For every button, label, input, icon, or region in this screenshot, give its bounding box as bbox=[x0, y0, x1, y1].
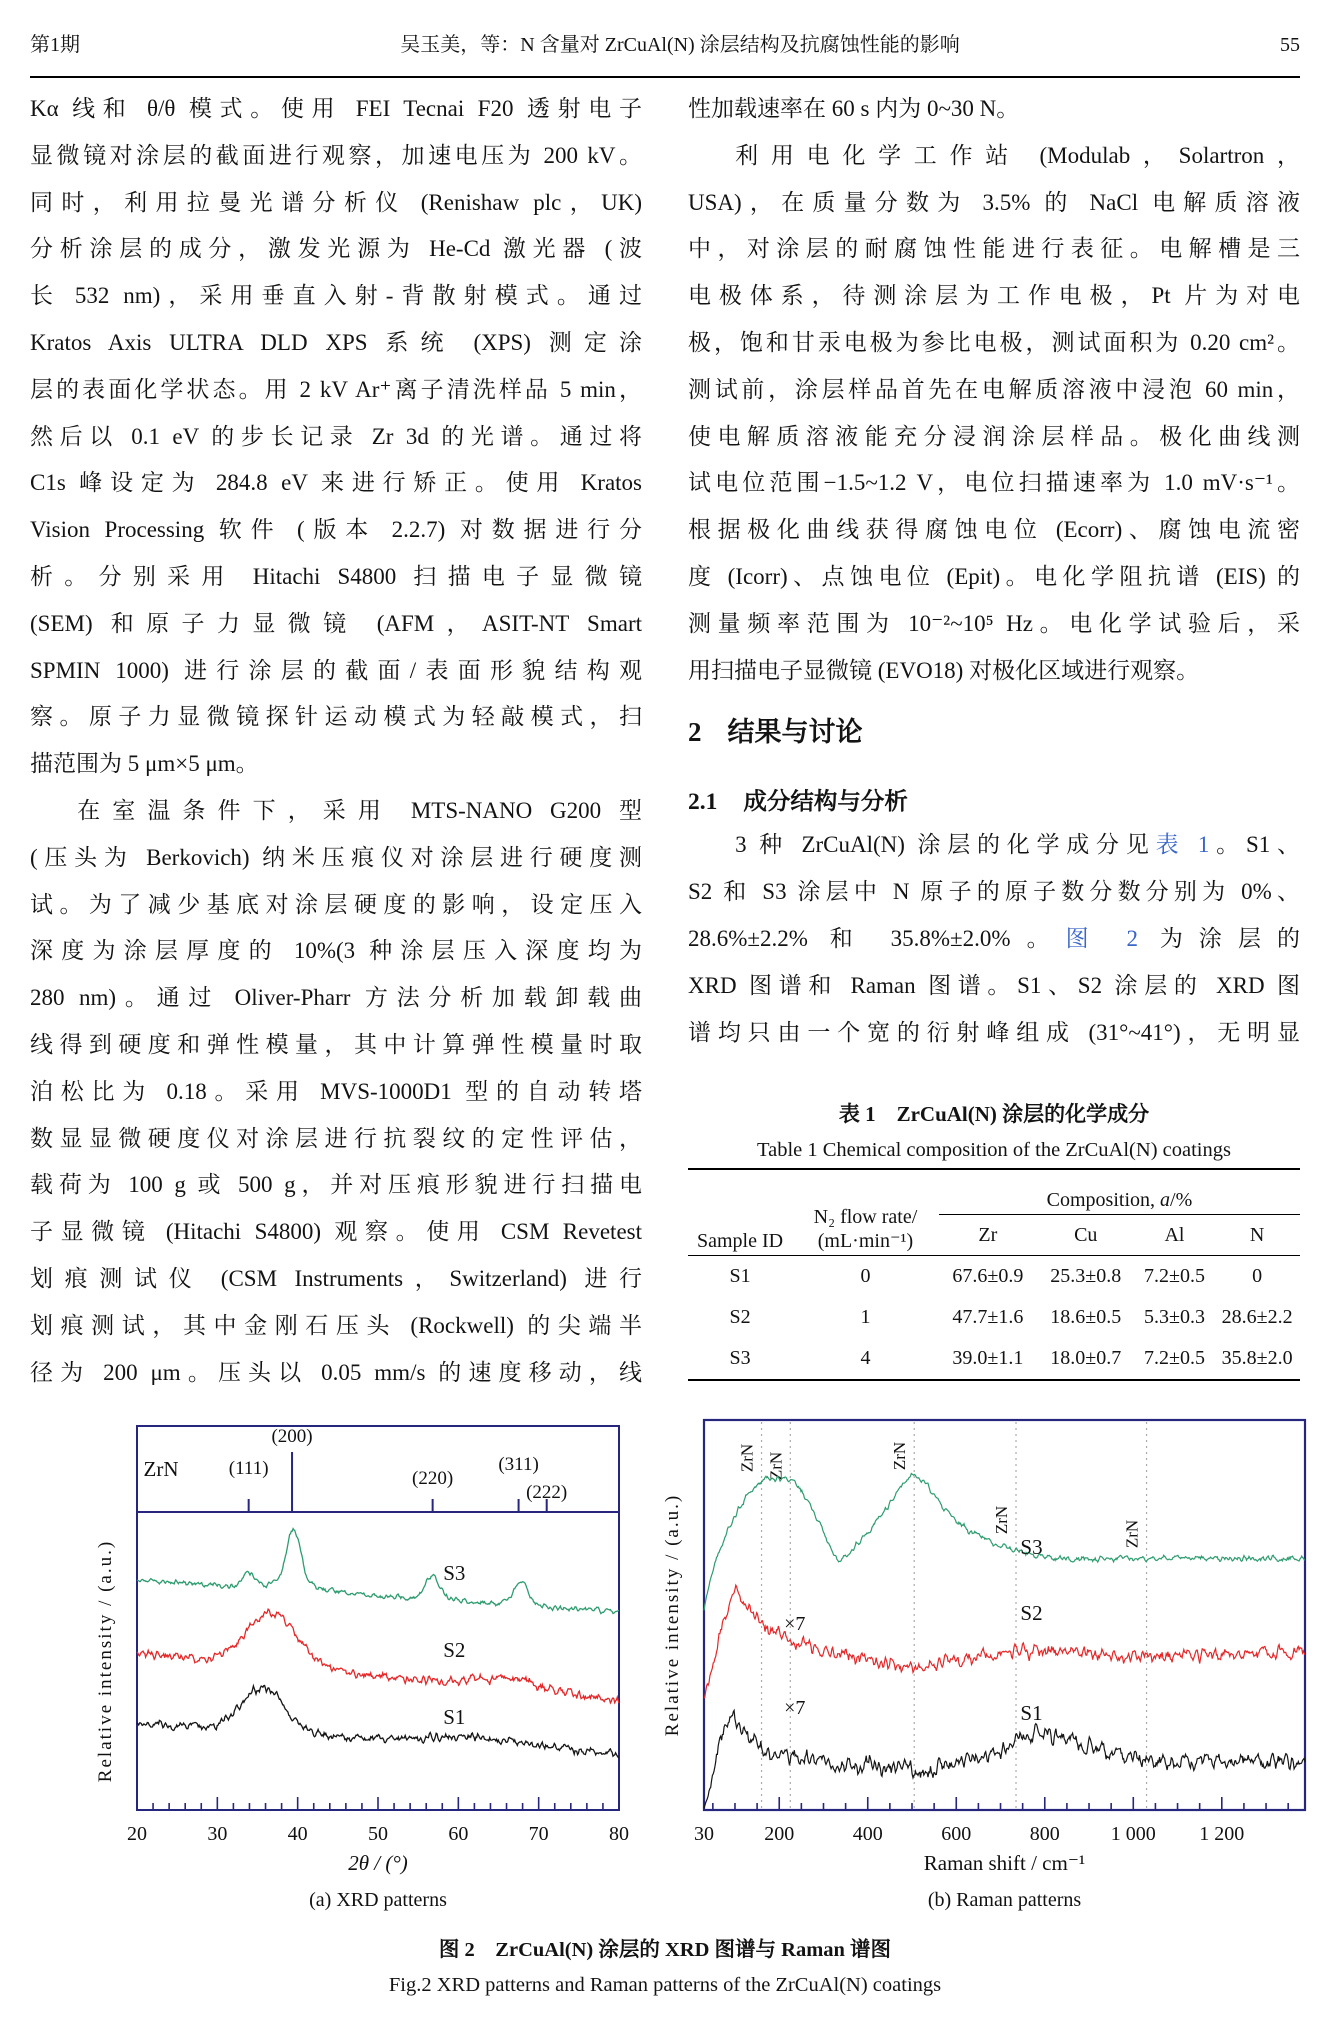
text-line: 试电位范围−1.5~1.2 V，电位扫描速率为 1.0 mV·s⁻¹。 bbox=[688, 470, 1300, 496]
svg-text:(a) XRD patterns: (a) XRD patterns bbox=[309, 1889, 447, 1911]
svg-text:60: 60 bbox=[448, 1823, 469, 1845]
table-cell: 1 bbox=[860, 1306, 871, 1329]
text-line: 用扫描电子显微镜 (EVO18) 对极化区域进行观察。 bbox=[688, 657, 1200, 683]
page-header bbox=[30, 28, 1300, 57]
table-cell: S1 bbox=[729, 1265, 751, 1288]
table-cell: 47.7±1.6 bbox=[952, 1306, 1024, 1329]
text-line: Kratos Axis ULTRA DLD XPS 系统 (XPS) 测定涂 bbox=[30, 329, 642, 355]
section-heading: 2 结果与讨论 bbox=[688, 717, 863, 748]
text-line: 测量频率范围为 10⁻²~10⁵ Hz。电化学试验后，采 bbox=[688, 610, 1300, 636]
svg-text:2θ / (°): 2θ / (°) bbox=[348, 1851, 408, 1875]
table-cell: 25.3±0.8 bbox=[1050, 1265, 1122, 1288]
col-n: N bbox=[1214, 1215, 1300, 1256]
table-cell: 7.2±0.5 bbox=[1144, 1265, 1205, 1288]
table-cell: 7.2±0.5 bbox=[1144, 1347, 1205, 1370]
text-line: 描范围为 5 μm×5 μm。 bbox=[30, 751, 259, 777]
table-cell: 35.8±2.0 bbox=[1221, 1347, 1293, 1370]
text-line: 析。分别采用 Hitachi S4800 扫描电子显微镜 bbox=[30, 563, 642, 589]
series-label: S3 bbox=[1020, 1535, 1043, 1559]
text-line: 分析涂层的成分，激发光源为 He-Cd 激光器 (波 bbox=[30, 236, 642, 262]
col-cu: Cu bbox=[1037, 1215, 1135, 1256]
right-column bbox=[688, 86, 1300, 1381]
text-line: 同时，利用拉曼光谱分析仪 (Renishaw plc，UK) bbox=[30, 189, 642, 215]
svg-text:(220): (220) bbox=[412, 1468, 454, 1489]
text-line: SPMIN 1000) 进行涂层的截面/表面形貌结构观 bbox=[30, 657, 642, 683]
text-line: XRD 图谱和 Raman 图谱。S1、S2 涂层的 XRD 图 bbox=[688, 972, 1300, 998]
svg-text:30: 30 bbox=[207, 1823, 228, 1845]
table-row bbox=[688, 1297, 1300, 1338]
composition-table bbox=[688, 1168, 1300, 1381]
svg-text:ZrN: ZrN bbox=[1122, 1519, 1142, 1549]
text-line: USA)，在质量分数为 3.5% 的 NaCl 电解质溶液 bbox=[688, 189, 1300, 215]
text-line: 察。原子力显微镜探针运动模式为轻敲模式，扫 bbox=[30, 704, 642, 730]
text-line: 谱均只由一个宽的衍射峰组成 (31°~41°)，无明显 bbox=[688, 1019, 1300, 1045]
svg-text:50: 50 bbox=[368, 1823, 388, 1845]
svg-text:Relative intensity / (a.u.): Relative intensity / (a.u.) bbox=[95, 1539, 116, 1783]
series-label: S2 bbox=[443, 1638, 466, 1662]
right-column-top bbox=[688, 86, 1300, 694]
svg-text:Relative intensity / (a.u.): Relative intensity / (a.u.) bbox=[662, 1493, 683, 1737]
text-line: 载荷为 100 g 或 500 g，并对压痕形貌进行扫描电 bbox=[30, 1172, 642, 1198]
col-composition-group: Composition, a/% bbox=[939, 1169, 1300, 1215]
col-n2-flow-rate: N₂ flow rate/ (mL·min⁻¹) bbox=[792, 1169, 939, 1256]
col-sample-id: Sample ID bbox=[688, 1169, 792, 1256]
text-line: 利用电化学工作站 (Modulab，Solartron， bbox=[735, 142, 1300, 168]
svg-text:600: 600 bbox=[941, 1823, 972, 1845]
text-line: C1s 峰设定为 284.8 eV 来进行矫正。使用 Kratos bbox=[30, 470, 642, 496]
text-line: 层的表面化学状态。用 2 kV Ar⁺离子清洗样品 5 min， bbox=[30, 376, 642, 402]
table-cell: 0 bbox=[860, 1265, 871, 1288]
text-line: 数显显微硬度仪对涂层进行抗裂纹的定性评估， bbox=[30, 1125, 642, 1151]
table-title-cn: 表 1 ZrCuAl(N) 涂层的化学成分 bbox=[838, 1102, 1150, 1127]
svg-text:ZrN: ZrN bbox=[143, 1457, 179, 1481]
svg-text:200: 200 bbox=[764, 1823, 795, 1845]
page-number: 55 bbox=[1280, 34, 1300, 56]
scale-factor-label: ×7 bbox=[784, 1613, 806, 1635]
text-line: 线得到硬度和弹性模量，其中计算弹性模量时取 bbox=[30, 1031, 642, 1057]
scale-factor-label: ×7 bbox=[784, 1697, 806, 1719]
series-label: S3 bbox=[443, 1561, 466, 1585]
svg-text:(b) Raman patterns: (b) Raman patterns bbox=[927, 1889, 1082, 1911]
svg-text:Raman shift / cm⁻¹: Raman shift / cm⁻¹ bbox=[923, 1851, 1086, 1875]
series-label: S1 bbox=[443, 1705, 466, 1729]
table-row bbox=[688, 1338, 1300, 1380]
svg-text:(222): (222) bbox=[526, 1482, 568, 1503]
svg-text:40: 40 bbox=[287, 1823, 308, 1845]
results-paragraph bbox=[688, 822, 1300, 1056]
svg-text:(111): (111) bbox=[228, 1458, 269, 1479]
text-line: 泊松比为 0.18。采用 MVS-1000D1 型的自动转塔 bbox=[30, 1078, 642, 1104]
text-line: 显微镜对涂层的截面进行观察，加速电压为 200 kV。 bbox=[30, 142, 642, 168]
table-cell: 5.3±0.3 bbox=[1144, 1306, 1205, 1329]
cross-reference-link[interactable]: 图 2 bbox=[1065, 925, 1139, 951]
table-cell: 18.6±0.5 bbox=[1050, 1306, 1122, 1329]
svg-text:400: 400 bbox=[852, 1823, 883, 1845]
header-rule bbox=[30, 76, 1300, 78]
svg-text:70: 70 bbox=[528, 1823, 549, 1845]
text-line: 28.6%±2.2% 和 35.8%±2.0%。图 2 为涂层的 bbox=[688, 925, 1300, 951]
svg-text:1 000: 1 000 bbox=[1110, 1823, 1156, 1845]
svg-text:20: 20 bbox=[127, 1823, 147, 1845]
svg-text:800: 800 bbox=[1029, 1823, 1060, 1845]
text-line: Kα 线和 θ/θ 模式。使用 FEI Tecnai F20 透射电子 bbox=[30, 96, 642, 121]
col-al: Al bbox=[1135, 1215, 1215, 1256]
svg-text:30: 30 bbox=[694, 1823, 714, 1845]
table-cell: 0 bbox=[1252, 1265, 1263, 1288]
text-line: 性加载速率在 60 s 内为 0~30 N。 bbox=[688, 96, 1020, 121]
text-line: 划痕测试，其中金刚石压头 (Rockwell) 的尖端半 bbox=[30, 1312, 642, 1338]
text-line: Vision Processing 软件 (版本 2.2.7) 对数据进行分 bbox=[30, 517, 642, 543]
text-line: S2 和 S3 涂层中 N 原子的原子数分数分别为 0%、 bbox=[688, 879, 1300, 905]
svg-text:(200): (200) bbox=[271, 1426, 313, 1447]
figure-caption-cn: 图 2 ZrCuAl(N) 涂层的 XRD 图谱与 Raman 谱图 bbox=[438, 1939, 892, 1961]
text-line: 然后以 0.1 eV 的步长记录 Zr 3d 的光谱。通过将 bbox=[30, 423, 642, 449]
running-title: 吴玉美，等：N 含量对 ZrCuAl(N) 涂层结构及抗腐蚀性能的影响 bbox=[400, 34, 960, 56]
table-cell: 18.0±0.7 bbox=[1050, 1347, 1122, 1370]
table-cell: 28.6±2.2 bbox=[1221, 1306, 1293, 1329]
text-line: 径为 200 μm。压头以 0.05 mm/s 的速度移动，线 bbox=[30, 1359, 642, 1385]
figure-caption-en: Fig.2 XRD patterns and Raman patterns of the ZrCuAl(N) coatings bbox=[388, 1974, 942, 1996]
table-title-en: Table 1 Chemical composition of the ZrCuAl(N) coatings bbox=[757, 1139, 1231, 1162]
text-line: 电极体系，待测涂层为工作电极，Pt 片为对电 bbox=[688, 283, 1300, 309]
svg-text:80: 80 bbox=[609, 1823, 629, 1845]
svg-text:ZrN: ZrN bbox=[766, 1451, 786, 1481]
text-line: 280 nm)。通过 Oliver-Pharr 方法分析加载卸载曲 bbox=[30, 985, 642, 1011]
text-line: 在室温条件下，采用 MTS-NANO G200 型 bbox=[77, 797, 642, 823]
text-line: 深度为涂层厚度的 10%(3 种涂层压入深度均为 bbox=[30, 938, 642, 964]
svg-text:ZrN: ZrN bbox=[737, 1443, 757, 1473]
table-row bbox=[688, 1256, 1300, 1298]
text-line: 试。为了减少基底对涂层硬度的影响，设定压入 bbox=[30, 891, 642, 917]
svg-text:1 200: 1 200 bbox=[1199, 1823, 1245, 1845]
subsection-heading: 2.1 成分结构与分析 bbox=[688, 789, 908, 816]
left-column bbox=[30, 86, 642, 1396]
text-line: (SEM) 和原子力显微镜 (AFM，ASIT-NT Smart bbox=[30, 610, 642, 636]
journal-issue: 第1期 bbox=[30, 34, 80, 56]
text-line: 子显微镜 (Hitachi S4800) 观察。使用 CSM Revetest bbox=[30, 1219, 642, 1245]
raman-patterns-chart bbox=[660, 1412, 1330, 1924]
text-line: 划痕测试仪 (CSM Instruments，Switzerland) 进行 bbox=[30, 1265, 642, 1291]
text-line: 使电解质溶液能充分浸润涂层样品。极化曲线测 bbox=[688, 423, 1300, 449]
table-cell: S2 bbox=[729, 1306, 751, 1329]
col-zr: Zr bbox=[939, 1215, 1037, 1256]
svg-text:ZrN: ZrN bbox=[992, 1505, 1012, 1535]
xrd-patterns-chart bbox=[95, 1412, 655, 1924]
svg-text:ZrN: ZrN bbox=[890, 1441, 910, 1471]
table-cell: S3 bbox=[729, 1347, 751, 1370]
text-line: 度 (Icorr)、点蚀电位 (Epit)。电化学阻抗谱 (EIS) 的 bbox=[688, 563, 1300, 589]
text-line: 中，对涂层的耐腐蚀性能进行表征。电解槽是三 bbox=[688, 236, 1300, 262]
table-cell: 67.6±0.9 bbox=[952, 1265, 1024, 1288]
text-line: 3 种 ZrCuAl(N) 涂层的化学成分见表 1。S1、 bbox=[735, 832, 1300, 858]
svg-text:(311): (311) bbox=[498, 1454, 539, 1475]
text-line: 极，饱和甘汞电极为参比电极，测试面积为 0.20 cm²。 bbox=[688, 329, 1300, 355]
table-cell: 4 bbox=[860, 1347, 871, 1370]
text-line: 长 532 nm)，采用垂直入射-背散射模式。通过 bbox=[30, 283, 642, 309]
table-cell: 39.0±1.1 bbox=[952, 1347, 1024, 1370]
text-line: (压头为 Berkovich) 纳米压痕仪对涂层进行硬度测 bbox=[30, 844, 642, 870]
series-label: S1 bbox=[1020, 1701, 1043, 1725]
text-line: 根据极化曲线获得腐蚀电位 (Ecorr)、腐蚀电流密 bbox=[688, 517, 1300, 543]
cross-reference-link[interactable]: 表 1 bbox=[1155, 832, 1210, 858]
text-line: 测试前，涂层样品首先在电解质溶液中浸泡 60 min， bbox=[688, 376, 1300, 402]
series-label: S2 bbox=[1020, 1601, 1043, 1625]
